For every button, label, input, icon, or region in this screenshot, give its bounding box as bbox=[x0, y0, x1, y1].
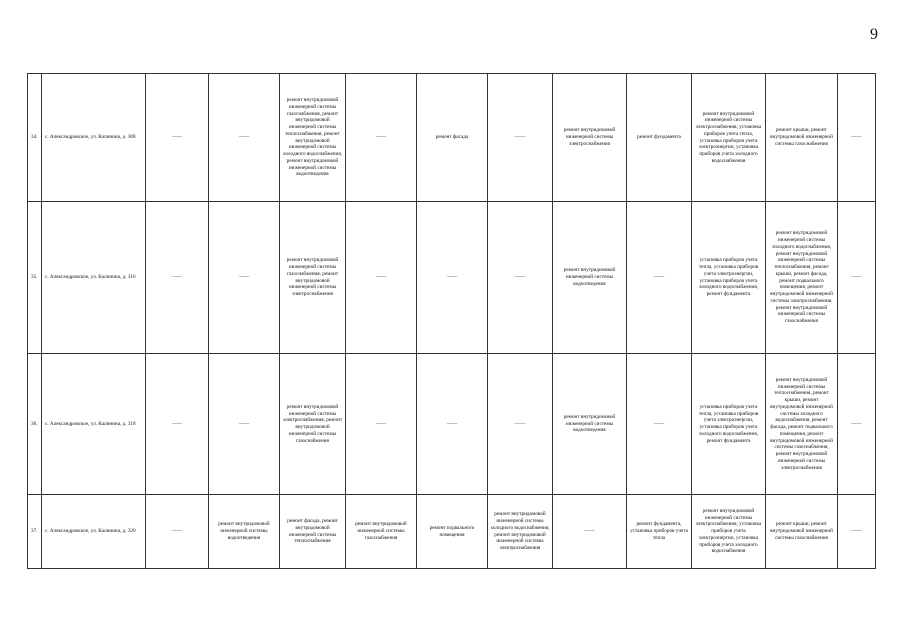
row-number: 37. bbox=[28, 495, 42, 569]
work-type-cell: ремонт крыши, ремонт внутридомовой инженерной системы газоснабжения bbox=[766, 495, 838, 569]
work-type-cell: ремонт крыши, ремонт внутридомовой инженерной системы газоснабжения bbox=[766, 74, 838, 202]
work-type-cell: —— bbox=[488, 74, 553, 202]
repair-schedule-table bbox=[27, 73, 876, 569]
row-number: 35. bbox=[28, 202, 42, 354]
work-type-cell: ремонт внутридомовой инженерной системы электроснабжения, ремонт внутридомовой инженерной системы газоснабжения bbox=[280, 354, 346, 495]
work-type-cell: —— bbox=[838, 74, 876, 202]
address-cell: с. Александровское, ул. Калинина, д. 308 bbox=[42, 74, 146, 202]
work-type-cell: ремонт внутридомовой инженерной системы газоснабжения, ремонт внутридомовой инженерной системы электроснабжения bbox=[280, 202, 346, 354]
address-cell: с. Александровское, ул. Калинина, д. 318 bbox=[42, 354, 146, 495]
work-type-cell: —— bbox=[627, 354, 692, 495]
work-type-cell: —— bbox=[146, 74, 209, 202]
work-type-cell: ремонт внутридомовой инженерной системы электроснабжения, установка приборов учета электроэнергии, установка приборов учета холодного водоснабжения bbox=[692, 495, 766, 569]
work-type-cell: —— bbox=[417, 202, 488, 354]
work-type-cell: —— bbox=[417, 354, 488, 495]
work-type-cell: —— bbox=[488, 202, 553, 354]
row-number: 36. bbox=[28, 354, 42, 495]
table-row bbox=[28, 74, 876, 202]
work-type-cell: установка приборов учета тепла, установка приборов учета электроэнергии, установка приборов учета холодного водоснабжения, ремонт фундамента bbox=[692, 354, 766, 495]
work-type-cell: ремонт фасада, ремонт внутридомовой инженерной системы теплоснабжения bbox=[280, 495, 346, 569]
address-cell: с. Александровское, ул. Калинина, д. 316 bbox=[42, 202, 146, 354]
work-type-cell: ремонт внутридомовой инженерной системы газоснабжения bbox=[346, 495, 417, 569]
work-type-cell: —— bbox=[346, 354, 417, 495]
work-type-cell: ремонт фундамента bbox=[627, 74, 692, 202]
address-cell: с. Александровское, ул. Калинина, д. 320 bbox=[42, 495, 146, 569]
work-type-cell: ремонт внутридомовой инженерной системы водоотведения bbox=[209, 495, 280, 569]
work-type-cell: ремонт внутридомовой инженерной системы холодного водоснабжения, ремонт внутридомовой инженерной системы теплоснабжения, ремонт крыши, ремонт фасада, ремонт подвального помещения, ремонт внутридомовой инженерной системы электроснабжения, ремонт внутридомовой инженерной системы газоснабжения bbox=[766, 202, 838, 354]
work-type-cell: —— bbox=[346, 202, 417, 354]
work-type-cell: —— bbox=[146, 202, 209, 354]
work-type-cell: ремонт внутридомовой инженерной системы водоотведения bbox=[553, 202, 627, 354]
work-type-cell: ремонт внутридомовой инженерной системы газоснабжения, ремонт внутридомовой инженерной системы теплоснабжения, ремонт внутридомовой инженерной системы холодного водоснабжения, ремонт внутридомовой инженерной системы водоотведения bbox=[280, 74, 346, 202]
work-type-cell: —— bbox=[838, 202, 876, 354]
work-type-cell: установка приборов учета тепла, установка приборов учета электроэнергии, установка приборов учета холодного водоснабжения, ремонт фундамента bbox=[692, 202, 766, 354]
work-type-cell: —— bbox=[146, 495, 209, 569]
work-type-cell: —— bbox=[488, 354, 553, 495]
work-type-cell: —— bbox=[553, 495, 627, 569]
work-type-cell: ремонт внутридомовой инженерной системы холодного водоснабжения, ремонт внутридомовой инженерной системы электроснабжения bbox=[488, 495, 553, 569]
work-type-cell: ремонт внутридомовой инженерной системы теплоснабжения, ремонт крыши, ремонт внутридомовой инженерной системы холодного водоснабжения, ремонт фасада, ремонт подвального помещения, ремонт внутридомовой инженерной системы газоснабжения, ремонт внутридомовой инженерной системы электроснабжения bbox=[766, 354, 838, 495]
table-row bbox=[28, 354, 876, 495]
table-row bbox=[28, 202, 876, 354]
work-type-cell: ремонт внутридомовой инженерной системы электроснабжения bbox=[553, 74, 627, 202]
work-type-cell: —— bbox=[209, 202, 280, 354]
work-type-cell: —— bbox=[627, 202, 692, 354]
table-row bbox=[28, 495, 876, 569]
work-type-cell: ремонт фасада bbox=[417, 74, 488, 202]
work-type-cell: —— bbox=[838, 495, 876, 569]
work-type-cell: —— bbox=[346, 74, 417, 202]
page-number: 9 bbox=[870, 26, 878, 43]
work-type-cell: —— bbox=[209, 354, 280, 495]
row-number: 34. bbox=[28, 74, 42, 202]
work-type-cell: ремонт внутридомовой инженерной системы водоотведения bbox=[553, 354, 627, 495]
work-type-cell: ремонт внутридомовой инженерной системы электроснабжения, установка приборов учета тепла, установка приборов учета электроэнергии, установка приборов учета холодного водоснабжения bbox=[692, 74, 766, 202]
work-type-cell: —— bbox=[209, 74, 280, 202]
work-type-cell: ремонт подвального помещения bbox=[417, 495, 488, 569]
work-type-cell: —— bbox=[146, 354, 209, 495]
work-type-cell: ремонт фундамента, установка приборов учета тепла bbox=[627, 495, 692, 569]
work-type-cell: —— bbox=[838, 354, 876, 495]
